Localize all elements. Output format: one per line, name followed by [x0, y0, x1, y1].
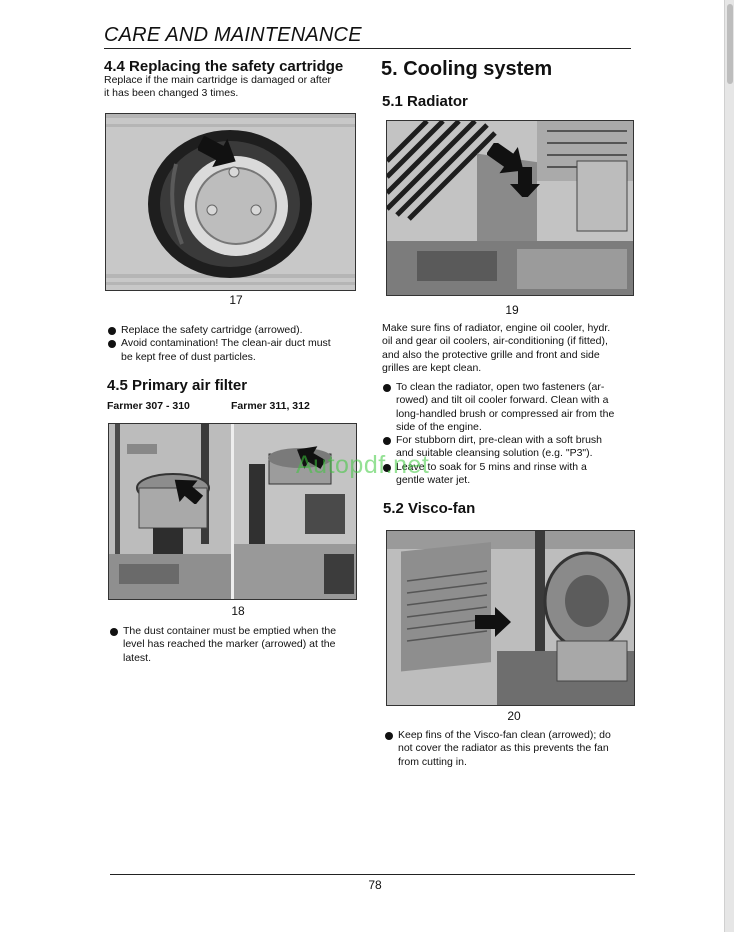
page-header-title: CARE AND MAINTENANCE — [104, 24, 362, 46]
figure-19-caption: 19 — [505, 303, 519, 317]
list-item — [385, 729, 645, 769]
text-line: side of the engine. — [396, 420, 482, 433]
text-line: level has reached the marker (arrowed) at the — [123, 638, 336, 651]
section-5-2-bullets — [385, 729, 645, 769]
section-4-5-bullets — [110, 625, 360, 665]
farmer-307-310-label: Farmer 307 - 310 — [107, 400, 190, 412]
text-line: Leave to soak for 5 mins and rinse with a — [396, 460, 587, 473]
text-line: The dust container must be emptied when the — [123, 625, 337, 637]
arrow-icon — [475, 607, 511, 637]
header-divider — [104, 48, 631, 49]
figure-17-photo — [105, 113, 356, 291]
text-line: from cutting in. — [398, 755, 467, 768]
list-item — [108, 324, 358, 337]
text-line: For stubborn dirt, pre-clean with a soft brush — [396, 434, 603, 447]
list-item — [110, 625, 360, 665]
section-5-1-paragraph — [382, 322, 642, 375]
figure-19-photo — [386, 120, 634, 296]
section-4-4-heading: 4.4 Replacing the safety cartridge — [104, 58, 344, 75]
arrow-icon — [171, 476, 203, 504]
text-line: and also the protective grille and front and side — [382, 348, 600, 361]
text-line: it has been changed 3 times. — [104, 87, 239, 100]
text-line: long-handled brush or compressed air from the — [396, 407, 615, 420]
bullet-dot-icon — [383, 437, 391, 445]
text-line: Replace if the main cartridge is damaged or after — [104, 74, 332, 86]
text-line: rowed) and tilt oil cooler forward. Clean with a — [396, 394, 609, 407]
arrow-icon — [507, 167, 543, 197]
text-line: and suitable cleansing solution (e.g. "P3"). — [396, 447, 593, 460]
bullet-dot-icon — [110, 628, 118, 636]
arrow-icon — [198, 136, 238, 168]
figure-20-photo — [386, 530, 635, 706]
bullet-dot-icon — [383, 384, 391, 392]
figure-17-caption: 17 — [229, 293, 243, 307]
text-line: not cover the radiator as this prevents the fan — [398, 742, 609, 755]
bullet-dot-icon — [385, 732, 393, 740]
section-5-heading: 5. Cooling system — [381, 58, 553, 80]
section-4-5-heading: 4.5 Primary air filter — [107, 377, 248, 394]
figure-18-photo — [108, 423, 357, 600]
watermark-text: Autopdf.net — [296, 451, 430, 479]
text-line: Make sure fins of radiator, engine oil cooler, hydr. — [382, 322, 611, 334]
text-line: grilles are kept clean. — [382, 361, 482, 374]
figure-20-caption: 20 — [507, 709, 521, 723]
bullet-dot-icon — [108, 327, 116, 335]
text-line: gentle water jet. — [396, 474, 471, 487]
text-line: Replace the safety cartridge (arrowed). — [121, 324, 303, 336]
text-line: be kept free of dust particles. — [121, 350, 256, 363]
section-4-4-intro — [104, 74, 331, 101]
text-line: latest. — [123, 651, 152, 664]
text-line: To clean the radiator, open two fasteners (ar- — [396, 381, 605, 393]
farmer-311-312-label: Farmer 311, 312 — [231, 400, 310, 412]
vertical-scrollbar[interactable] — [724, 0, 734, 932]
page-number: 78 — [368, 878, 382, 892]
section-5-2-heading: 5.2 Visco-fan — [383, 500, 476, 517]
footer-divider — [110, 874, 635, 875]
section-5-1-heading: 5.1 Radiator — [382, 93, 468, 110]
section-4-4-bullets — [108, 324, 358, 364]
text-line: oil and gear oil coolers, air-conditioning (if fitted), — [382, 335, 608, 348]
list-item — [383, 381, 643, 434]
figure-18-caption: 18 — [231, 604, 245, 618]
text-line: Keep fins of the Visco-fan clean (arrowed); do — [398, 729, 611, 741]
bullet-dot-icon — [108, 340, 116, 348]
scrollbar-thumb[interactable] — [727, 4, 733, 84]
text-line: Avoid contamination! The clean-air duct must — [121, 337, 331, 350]
list-item — [108, 337, 358, 364]
